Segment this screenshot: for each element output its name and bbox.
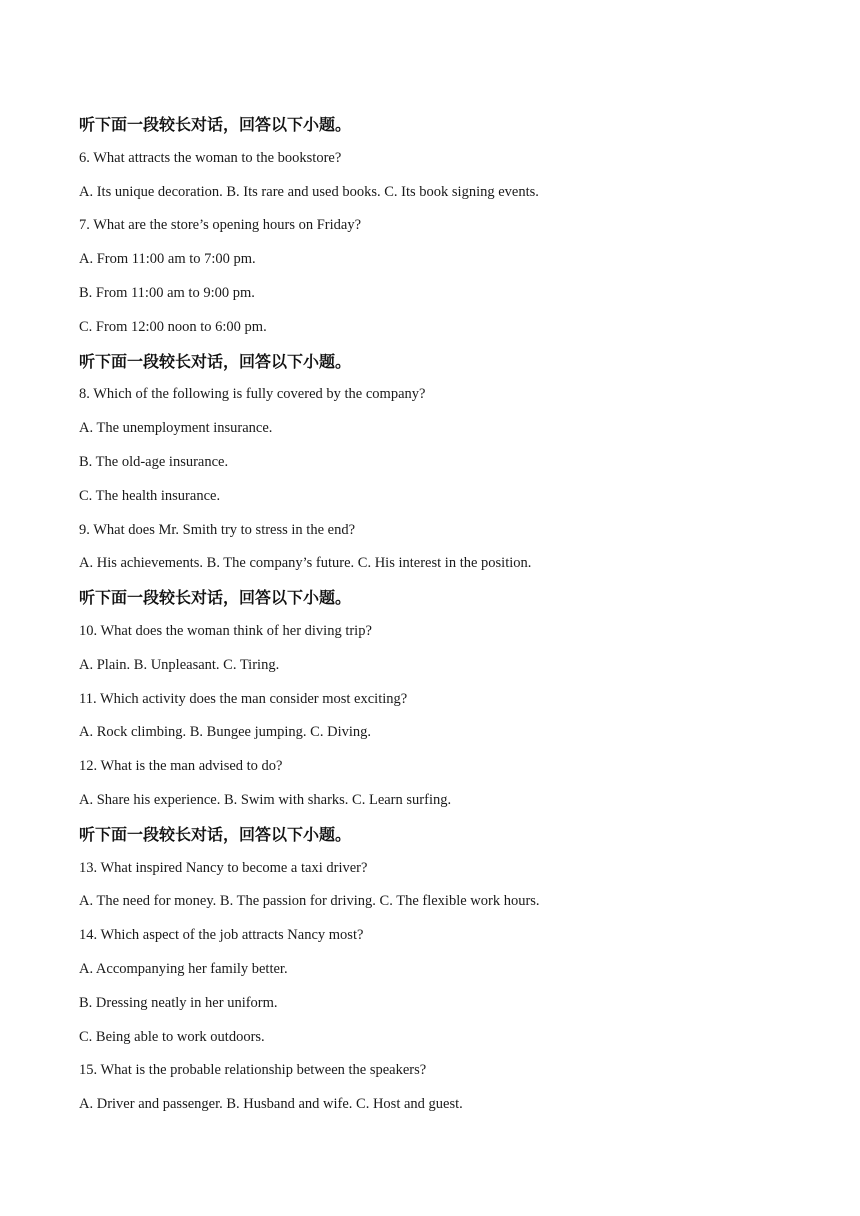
question-7: 7. What are the store’s opening hours on Friday? [79,217,362,234]
section-heading: 听下面一段较长对话，回答以下小题。 [79,588,352,608]
section-heading: 听下面一段较长对话，回答以下小题。 [79,351,352,371]
option-14c: C. Being able to work outdoors. [79,1028,265,1045]
option-7b: B. From 11:00 am to 9:00 pm. [79,284,255,301]
question-14: 14. Which aspect of the job attracts Nancy most? [79,927,364,944]
option-8c: C. The health insurance. [79,487,221,504]
option-7a: A. From 11:00 am to 7:00 pm. [79,251,256,268]
question-9: 9. What does Mr. Smith try to stress in the end? [79,521,356,538]
question-8: 8. Which of the following is fully covered by the company? [79,386,426,403]
options-6: A. Its unique decoration. B. Its rare and used books. C. Its book signing events. [79,183,539,200]
option-14b: B. Dressing neatly in her uniform. [79,994,278,1011]
options-10: A. Plain. B. Unpleasant. C. Tiring. [79,656,280,673]
document-content [79,108,799,1122]
options-15: A. Driver and passenger. B. Husband and wife. C. Host and guest. [79,1096,463,1113]
question-12: 12. What is the man advised to do? [79,758,283,775]
option-14a: A. Accompanying her family better. [79,960,288,977]
question-10: 10. What does the woman think of her diving trip? [79,622,372,639]
option-8b: B. The old-age insurance. [79,453,229,470]
options-11: A. Rock climbing. B. Bungee jumping. C. Diving. [79,724,372,741]
question-13: 13. What inspired Nancy to become a taxi driver? [79,859,368,876]
options-12: A. Share his experience. B. Swim with sharks. C. Learn surfing. [79,791,452,808]
section-heading: 听下面一段较长对话，回答以下小题。 [79,115,352,134]
question-11: 11. Which activity does the man consider most exciting? [79,690,408,707]
options-13: A. The need for money. B. The passion for driving. C. The flexible work hours. [79,893,540,910]
question-6: 6. What attracts the woman to the bookstore? [79,149,342,166]
option-8a: A. The unemployment insurance. [79,420,273,437]
question-15: 15. What is the probable relationship between the speakers? [79,1062,427,1079]
options-9: A. His achievements. B. The company’s future. C. His interest in the position. [79,555,532,572]
section-heading: 听下面一段较长对话，回答以下小题。 [79,824,352,844]
option-7c: C. From 12:00 noon to 6:00 pm. [79,318,267,335]
